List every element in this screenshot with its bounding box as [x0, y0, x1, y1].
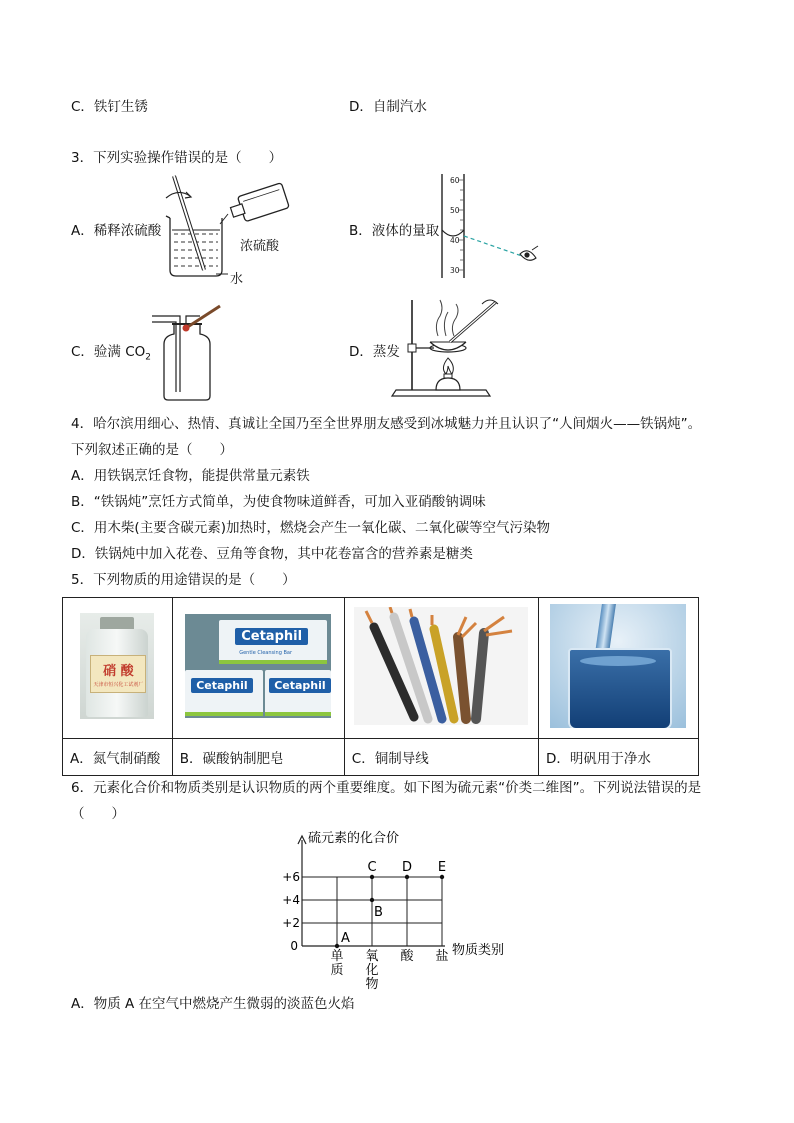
tick-40: 40 — [450, 236, 460, 245]
q3-option-a: A．稀释浓硫酸 — [71, 223, 162, 239]
q5-image-cell-c — [344, 598, 538, 739]
point-B — [370, 898, 374, 902]
q3-option-c-subscript: 2 — [145, 352, 152, 363]
tick-50: 50 — [450, 206, 460, 215]
q4-stem-line1: 4．哈尔滨用细心、热情、真诚让全国乃至全世界朋友感受到冰城魅力并且认识了“人间烟火——铁锅炖”。 — [71, 416, 702, 432]
x-tick-label-0: 单质 — [330, 949, 344, 978]
point-A — [335, 944, 339, 948]
point-label-B: B — [374, 905, 383, 920]
q4-option-d: D．铁锅炖中加入花卷、豆角等食物，其中花卷富含的营养素是糖类 — [71, 546, 473, 562]
copper-wires-drawing — [354, 607, 528, 725]
co2-collection-illustration — [150, 304, 240, 404]
q5-image-cell-d — [538, 598, 698, 739]
chart-y-ticks — [282, 870, 300, 930]
brand-logo-right: Cetaphil — [269, 678, 330, 693]
q3-option-b: B．液体的量取 — [349, 223, 440, 239]
dilute-acid-illustration — [160, 170, 290, 285]
label-water: 水 — [230, 272, 244, 287]
point-label-A: A — [341, 931, 350, 946]
y-tick-label-2: +6 — [282, 870, 300, 884]
origin-label: 0 — [290, 939, 298, 953]
x-tick-label-3: 盐 — [435, 949, 449, 964]
x-tick-label-2: 酸 — [400, 949, 414, 964]
chart-y-axis-label: 硫元素的化合价 — [308, 831, 400, 846]
bottle-small-text: 天津市恒兴化工试剂厂 — [93, 682, 144, 688]
nitric-acid-bottle-photo — [80, 613, 154, 719]
q4-option-b: B．“铁锅炖”烹饪方式简单，为使食物味道鲜香，可加入亚硝酸钠调味 — [71, 494, 486, 510]
q2-option-c: C．铁钉生锈 — [71, 99, 148, 115]
label-conc-acid: 浓硫酸 — [240, 239, 280, 254]
chart-x-axis-label: 物质类别 — [452, 943, 505, 958]
x-tick-label-1: 氧化物 — [365, 949, 379, 991]
point-C — [370, 875, 374, 879]
q3-option-d: D．蒸发 — [349, 344, 400, 360]
point-E — [440, 875, 444, 879]
q5-option-a: A．氮气制硝酸 — [63, 739, 173, 776]
water-glass-photo — [550, 604, 686, 728]
point-D — [405, 875, 409, 879]
y-tick-label-1: +4 — [282, 893, 300, 907]
q3-stem: 3．下列实验操作错误的是（ ） — [71, 150, 283, 166]
evaporation-illustration — [386, 292, 516, 400]
q5-options-table — [62, 597, 699, 776]
q4-option-c: C．用木柴(主要含碳元素)加热时，燃烧会产生一氧化碳、二氧化碳等空气污染物 — [71, 520, 550, 536]
q6-stem-line1: 6．元素化合价和物质类别是认识物质的两个重要维度。如下图为硫元素“价类二维图”。下列说法错误的是 — [71, 780, 702, 796]
q5-image-cell-b — [172, 598, 344, 739]
q6-stem-line2: （ ） — [71, 806, 125, 822]
q5-option-c: C．铜制导线 — [344, 739, 538, 776]
tick-30: 30 — [450, 266, 460, 275]
bottle-label: 硝 酸 — [103, 664, 134, 679]
copper-wires-photo — [354, 607, 528, 725]
q2-option-d: D．自制汽水 — [349, 99, 427, 115]
point-label-E: E — [437, 860, 447, 875]
q5-option-b: B．碳酸钠制肥皂 — [172, 739, 344, 776]
q6-option-a: A．物质 A 在空气中燃烧产生微弱的淡蓝色火焰 — [71, 996, 355, 1012]
point-label-C: C — [367, 860, 377, 875]
box-caption-top: Gentle Cleansing Bar — [239, 650, 293, 656]
point-label-D: D — [401, 860, 413, 875]
q4-stem-line2: 下列叙述正确的是（ ） — [71, 442, 233, 458]
q5-stem: 5．下列物质的用途错误的是（ ） — [71, 572, 296, 588]
chart-x-ticks — [330, 948, 448, 991]
sulfur-valence-chart — [280, 826, 530, 991]
chart-grid — [302, 877, 442, 946]
graduated-cylinder-illustration — [430, 172, 545, 282]
brand-logo-top: Cetaphil — [235, 628, 308, 645]
chart-points — [335, 860, 446, 948]
q4-option-a: A．用铁锅烹饪食物，能提供常量元素铁 — [71, 468, 310, 484]
q3-option-c — [71, 340, 151, 363]
y-tick-label-0: +2 — [282, 916, 300, 930]
q5-option-d: D．明矾用于净水 — [538, 739, 698, 776]
brand-logo-left: Cetaphil — [191, 678, 252, 693]
q5-image-cell-a — [63, 598, 173, 739]
q3-option-c-text: C．验满 CO — [71, 344, 146, 360]
tick-60: 60 — [450, 176, 460, 185]
soap-boxes-photo — [185, 614, 331, 718]
